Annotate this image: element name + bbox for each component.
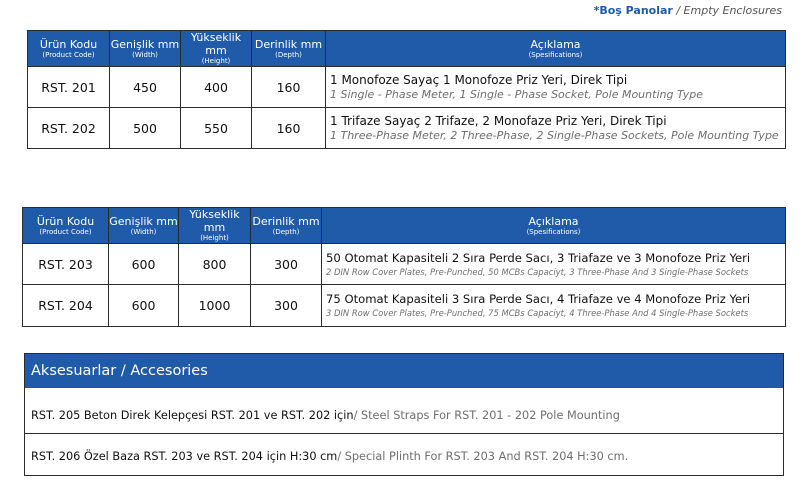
table-header-row (28, 31, 786, 67)
cell-width: 600 (109, 285, 179, 327)
product-table-1 (27, 30, 786, 149)
column-header-width: Genişlik mm (Width) (109, 208, 179, 244)
product-table-2 (22, 207, 786, 327)
column-header-desc: Açıklama (Spesifications) (326, 31, 786, 67)
accessories-title: Aksesuarlar / Accesories (25, 354, 783, 388)
description-tr: 1 Monofoze Sayaç 1 Monofoze Priz Yeri, Direk Tipi (330, 72, 628, 87)
section-label-separator: / (672, 4, 684, 17)
accessory-item-en: / Steel Straps For RST. 201 - 202 Pole Mounting (353, 408, 620, 422)
cell-height: 800 (179, 244, 251, 285)
column-header-depth: Derinlik mm (Depth) (252, 31, 326, 67)
cell-width: 450 (110, 67, 181, 108)
description-en: 1 Single - Phase Meter, 1 Single - Phase Socket, Pole Mounting Type (330, 87, 703, 101)
description-en: 3 DIN Row Cover Plates, Pre-Punched, 75 MCBs Capaciyt, 4 Three-Phase And 4 Single-Phase Sockets (326, 308, 749, 318)
description-en: 2 DIN Row Cover Plates, Pre-Punched, 50 MCBs Capaciyt, 3 Three-Phase And 3 Single-Phase Sockets (326, 266, 749, 277)
cell-height: 400 (181, 67, 252, 108)
column-header-code: Ürün Kodu (Product Code) (23, 208, 109, 244)
cell-code: RST. 204 (23, 285, 109, 327)
cell-depth: 160 (252, 108, 326, 149)
cell-description (326, 108, 786, 149)
cell-depth: 300 (251, 244, 322, 285)
cell-description (326, 67, 786, 108)
accessory-item-tr: RST. 206 Özel Baza RST. 203 ve RST. 204 için H:30 cm (31, 449, 338, 463)
cell-width: 600 (109, 244, 179, 285)
table-row (23, 285, 786, 327)
accessory-item-tr: RST. 205 Beton Direk Kelepçesi RST. 201 ve RST. 202 için (31, 408, 354, 422)
column-header-depth: Derinlik mm (Depth) (251, 208, 322, 244)
column-header-height: Yükseklik mm (Height) (179, 208, 251, 244)
cell-height: 550 (181, 108, 252, 149)
description-tr: 1 Trifaze Sayaç 2 Trifaze, 2 Monofaze Priz Yeri, Direk Tipi (330, 113, 667, 128)
column-header-code: Ürün Kodu (Product Code) (28, 31, 110, 67)
section-label (594, 4, 782, 17)
section-label-tr: *Boş Panolar (593, 4, 673, 17)
column-header-height: Yükseklik mm (Height) (181, 31, 252, 67)
cell-code: RST. 201 (28, 67, 110, 108)
column-header-desc: Açıklama (Spesifications) (322, 208, 786, 244)
cell-code: RST. 202 (28, 108, 110, 149)
table-row (28, 108, 786, 149)
accessory-item-en: / Special Plinth For RST. 203 And RST. 204 H:30 cm. (337, 449, 629, 463)
table-header-row (23, 208, 786, 244)
cell-depth: 160 (252, 67, 326, 108)
table-row (23, 244, 786, 285)
description-tr: 75 Otomat Kapasiteli 3 Sıra Perde Sacı, 4 Triafaze ve 4 Monofoze Priz Yeri (326, 292, 751, 306)
cell-code: RST. 203 (23, 244, 109, 285)
accessories-panel (24, 353, 784, 476)
accessory-item (25, 397, 783, 434)
cell-description (322, 244, 786, 285)
description-tr: 50 Otomat Kapasiteli 2 Sıra Perde Sacı, 3 Triafaze ve 3 Monofoze Priz Yeri (326, 250, 751, 265)
column-header-width: Genişlik mm (Width) (110, 31, 181, 67)
accessory-item (25, 434, 783, 478)
cell-width: 500 (110, 108, 181, 149)
cell-depth: 300 (251, 285, 322, 327)
section-label-en: Empty Enclosures (683, 4, 782, 17)
description-en: 1 Three-Phase Meter, 2 Three-Phase, 2 Single-Phase Sockets, Pole Mounting Type (330, 128, 779, 142)
cell-description (322, 285, 786, 327)
table-row (28, 67, 786, 108)
cell-height: 1000 (179, 285, 251, 327)
